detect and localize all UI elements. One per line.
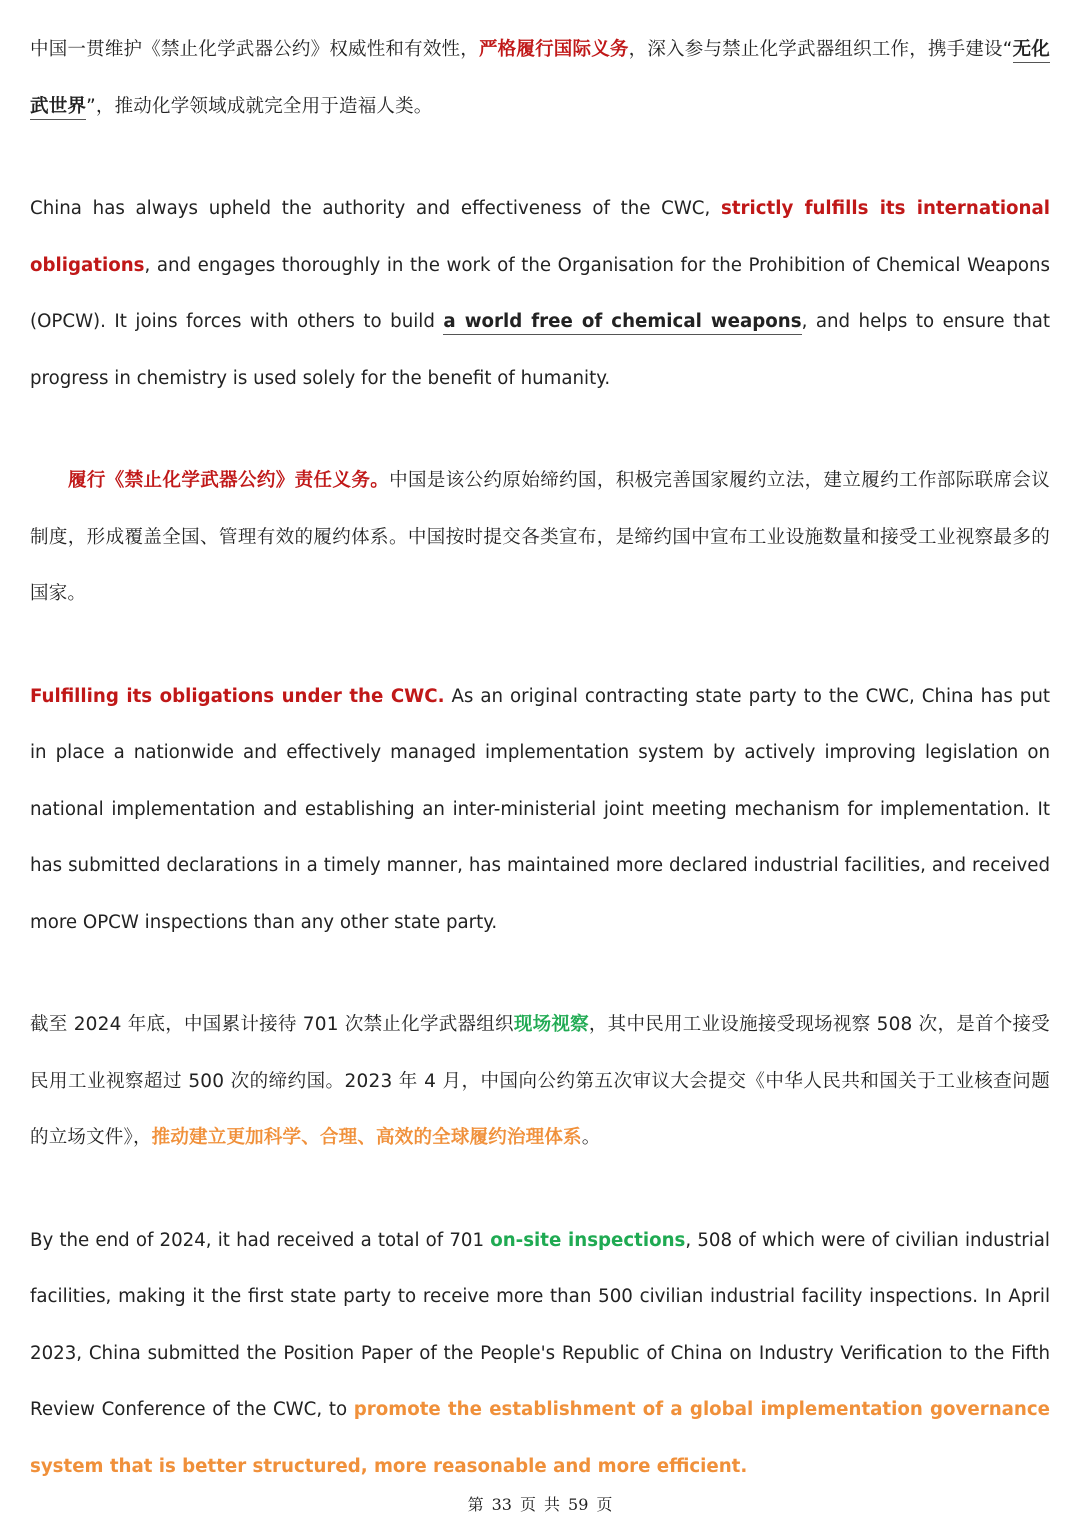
text: By the end of 2024, it had received a total of 701 bbox=[30, 1229, 491, 1251]
document-page bbox=[30, 22, 1050, 1495]
text: 截至 2024 年底，中国累计接待 701 次禁止化学武器组织 bbox=[30, 1014, 514, 1035]
text: ，深入参与禁止化学武器组织工作，携手建设“ bbox=[628, 39, 1013, 60]
paragraph-zh-1 bbox=[30, 22, 1050, 135]
text: , and helps to ensure that progress in chemistry is used solely for the benefit of humanity. bbox=[30, 311, 1050, 389]
section-heading: 履行《禁止化学武器公约》责任义务。 bbox=[68, 470, 390, 491]
text: , and engages thoroughly in the work of the Organisation for the Prohibition of Chemical Weapons (OPCW). It joins forces with others to build bbox=[30, 254, 1050, 332]
text: China has always upheld the authority and effectiveness of the CWC, bbox=[30, 198, 722, 219]
highlight-green: on-site inspections bbox=[490, 1229, 686, 1251]
text: , 508 of which were of civilian industrial facilities, making it the first state party to receive more than 500 civilian industrial facility inspections. In April 2023, China submitted the Position Paper of the People's Republic of China on Industry Verification to the Fifth Review Conference of the CWC, to bbox=[30, 1229, 1050, 1420]
total-pages-number: 59 bbox=[568, 1495, 589, 1514]
underlined-term: a world free of chemical weapons bbox=[443, 311, 801, 335]
text: 中国是该公约原始缔约国，积极完善国家履约立法，建立履约工作部际联席会议制度，形成覆盖全国、管理有效的履约体系。中国按时提交各类宣布，是缔约国中宣布工业设施数量和接受工业视察最多的国家。 bbox=[30, 470, 1050, 604]
highlight-red: strictly fulfills its international obligations bbox=[30, 198, 1051, 276]
footer-total-word: 共 bbox=[544, 1495, 561, 1514]
section-heading: Fulfilling its obligations under the CWC. bbox=[30, 685, 445, 707]
paragraph-en-1 bbox=[30, 181, 1050, 407]
text: 。 bbox=[581, 1127, 601, 1148]
highlight-green: 现场视察 bbox=[513, 1014, 589, 1035]
current-page-number: 33 bbox=[491, 1495, 512, 1514]
paragraph-en-3 bbox=[30, 1213, 1050, 1496]
text: 中国一贯维护《禁止化学武器公约》权威性和有效性， bbox=[30, 39, 479, 60]
paragraph-en-2 bbox=[30, 669, 1050, 952]
footer-suffix: 页 bbox=[596, 1495, 613, 1514]
paragraph-zh-3 bbox=[30, 997, 1050, 1167]
paragraph-zh-2 bbox=[30, 453, 1050, 623]
highlight-red: 严格履行国际义务 bbox=[478, 39, 629, 60]
text: As an original contracting state party to the CWC, China has put in place a nationwide and effectively managed implementation system by actively improving legislation on national implementation and establishing an inter-ministerial joint meeting mechanism for implementation. It has submitted declarations in a timely manner, has maintained more declared industrial facilities, and received more OPCW inspections than any other state party. bbox=[30, 685, 1050, 933]
text: ，其中民用工业设施接受现场视察 508 次，是首个接受民用工业视察超过 500 次的缔约国。2023 年 4 月，中国向公约第五次审议大会提交《中华人民共和国关于工业核查问题的立场文件》， bbox=[30, 1014, 1050, 1148]
highlight-orange: 推动建立更加科学、合理、高效的全球履约治理体系 bbox=[151, 1127, 582, 1148]
footer-page-word: 页 bbox=[519, 1495, 536, 1514]
text: ”，推动化学领域成就完全用于造福人类。 bbox=[86, 95, 433, 117]
page-footer bbox=[0, 1492, 1080, 1515]
footer-prefix: 第 bbox=[467, 1495, 484, 1514]
highlight-orange: promote the establishment of a global implementation governance system that is better structured, more reasonable and more efficient. bbox=[30, 1399, 1050, 1477]
underlined-term: 无化武世界 bbox=[30, 39, 1050, 120]
